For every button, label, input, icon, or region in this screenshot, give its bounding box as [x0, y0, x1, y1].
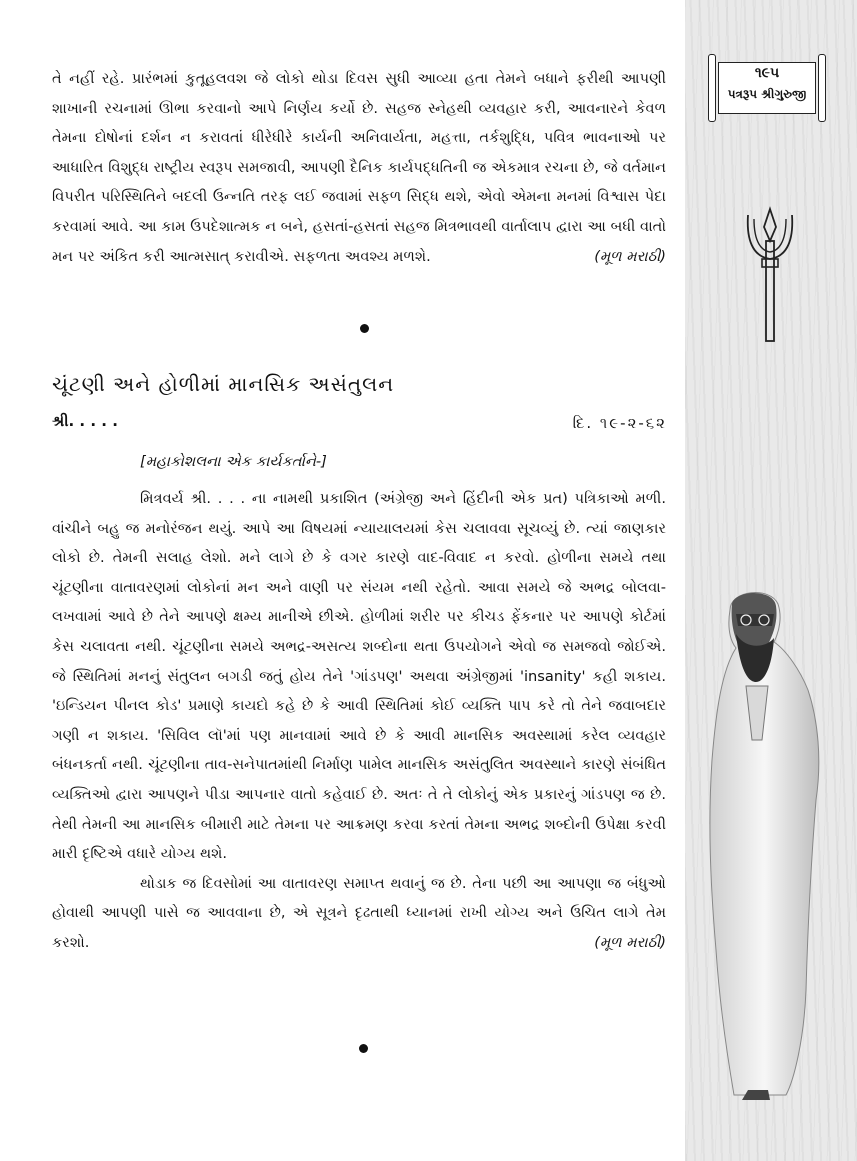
scroll-rod-right — [818, 54, 826, 122]
section-separator-dot — [360, 324, 369, 333]
scroll-rod-left — [708, 54, 716, 122]
letter-source-note: (મૂળ મરાઠી) — [594, 933, 666, 951]
letter-date: દિ. ૧૯-૨-૬૨ — [572, 414, 667, 432]
book-title: પત્રરૂપ શ્રીગુરુજી — [727, 87, 807, 101]
page-header-scroll — [700, 54, 832, 120]
letter-paragraph-2-text: થોડાક જ દિવસોમાં આ વાતાવરણ સમાપ્ત થવાનું જ છે. તેના પછી આ આપણા જ બંધુઓ હોવાથી આપણી પાસે જ આવવાના છે, એ સૂત્રને દૃઢતાથી ધ્યાનમાં રાખી યોગ્ય અને ઉચિત લાગે તેમ કરશો. — [52, 874, 666, 951]
letter-salutation: શ્રી. . . . . — [52, 412, 118, 430]
letter-paragraph-1: મિત્રવર્ય શ્રી. . . . ના નામથી પ્રકાશિત (અંગ્રેજી અને હિંદીની એક પ્રત) પત્રિકાઓ મળી. વાંચીને બહુ જ મનોરંજન થયું. આપે આ વિષયમાં ન્યાયાલયમાં કેસ ચલાવવા સૂચવ્યું છે. ત્યાં જાણકાર લોકો છે. તેમની સલાહ લેશો. મને લાગે છે કે વગર કારણે વાદ-વિવાદ ન કરવો. હોળીના સમયે તથા ચૂંટણીના વાતાવરણમાં લોકોનાં મન અને વાણી પર સંયમ નથી રહેતો. આવા સમયે જે અભદ્ર બોલવા-લખવામાં આવે છે તેને આપણે ક્ષમ્ય માનીએ છીએ. હોળીમાં શરીર પર કીચડ ફેંકનાર પર આપણે કોર્ટમાં કેસ ચલાવતા નથી. ચૂંટણીના સમયે અભદ્ર-અસત્ય શબ્દોના થતા ઉપયોગને એવો જ સમજવો જોઈએ. જે સ્થિતિમાં મનનું સંતુલન બગડી જતું હોય તેને 'ગાંડપણ' અથવા અંગ્રેજીમાં 'insanity' કહી શકાય. 'ઇન્ડિયન પીનલ કોડ' પ્રમાણે કાયદો કહે છે કે આવી સ્થિતિમાં કોઈ વ્યક્તિ પાપ કરે તો તેને જવાબદાર ગણી ન શકાય. 'સિવિલ લૉ'માં પણ માનવામાં આવે છે કે આવી માનસિક અવસ્થામાં કરેલ વ્યવહાર બંધનકર્તા નથી. ચૂંટણીના તાવ-સનેપાતમાંથી નિર્માણ પામેલ માનસિક અસંતુલિત અવસ્થાને કારણે સંબંધિત વ્યક્તિઓ દ્વારા આપણને પીડા આપનાર વાતો કહેવાઈ છે. અતઃ તે તે લોકોનું એક પ્રકારનું ગાંડપણ જ છે. તેથી તેમની આ માનસિક બીમારી માટે તેમના પર આક્રમણ કરવા કરતાં તેમના અભદ્ર શબ્દોની ઉપેક્ષા કરવી મારી દૃષ્ટિએ વધારે યોગ્ય થશે. — [52, 490, 666, 863]
continued-paragraph — [52, 64, 666, 271]
letter-heading: ચૂંટણી અને હોળીમાં માનસિક અસંતુલન — [52, 372, 395, 396]
page-number: ૧૯૫ — [754, 65, 780, 81]
portrait-figure — [690, 590, 850, 1110]
paragraph-text: તે નહીં રહે. પ્રારંભમાં કુતૂહલવશ જે લોકો થોડા દિવસ સુધી આવ્યા હતા તેમને બધાને ફરીથી આપણી શાખાની રચનામાં ઊભા કરવાનો આપે નિર્ણય કર્યો છે. સહજ સ્નેહથી વ્યવહાર કરી, આવનારને કેવળ તેમના દોષોનાં દર્શન ન કરાવતાં ધીરેધીરે કાર્યની અનિવાર્યતા, મહત્તા, તર્કશુદ્ધિ, પવિત્ર ભાવનાઓ પર આધારિત વિશુદ્ધ રાષ્ટ્રીય સ્વરૂપ સમજાવી, આપણી દૈનિક કાર્યપદ્ધતિની જ એકમાત્ર રચના છે, જે વર્તમાન વિપરીત પરિસ્થિતિને બદલી ઉન્નતિ તરફ લઈ જવામાં સફળ સિદ્ધ થશે, એવો એમના મનમાં વિશ્વાસ પેદા કરવામાં આવે. આ કામ ઉપદેશાત્મક ન બને, હસતાં-હસતાં સહજ મિત્રભાવથી વાર્તાલાપ દ્વારા આ બધી વાતો મન પર અંકિત કરી આત્મસાત્ કરાવીએ. સફળતા અવશ્ય મળશે. — [52, 70, 666, 265]
scroll-banner — [718, 62, 816, 114]
source-note: (મૂળ મરાઠી) — [594, 247, 666, 265]
letter-paragraph-2 — [52, 869, 666, 958]
letter-recipient: [મહાકોશલના એક કાર્યકર્તાને-] — [140, 453, 327, 470]
trident-icon — [742, 205, 798, 345]
section-separator-dot-end — [359, 1044, 368, 1053]
letter-body — [52, 484, 666, 958]
